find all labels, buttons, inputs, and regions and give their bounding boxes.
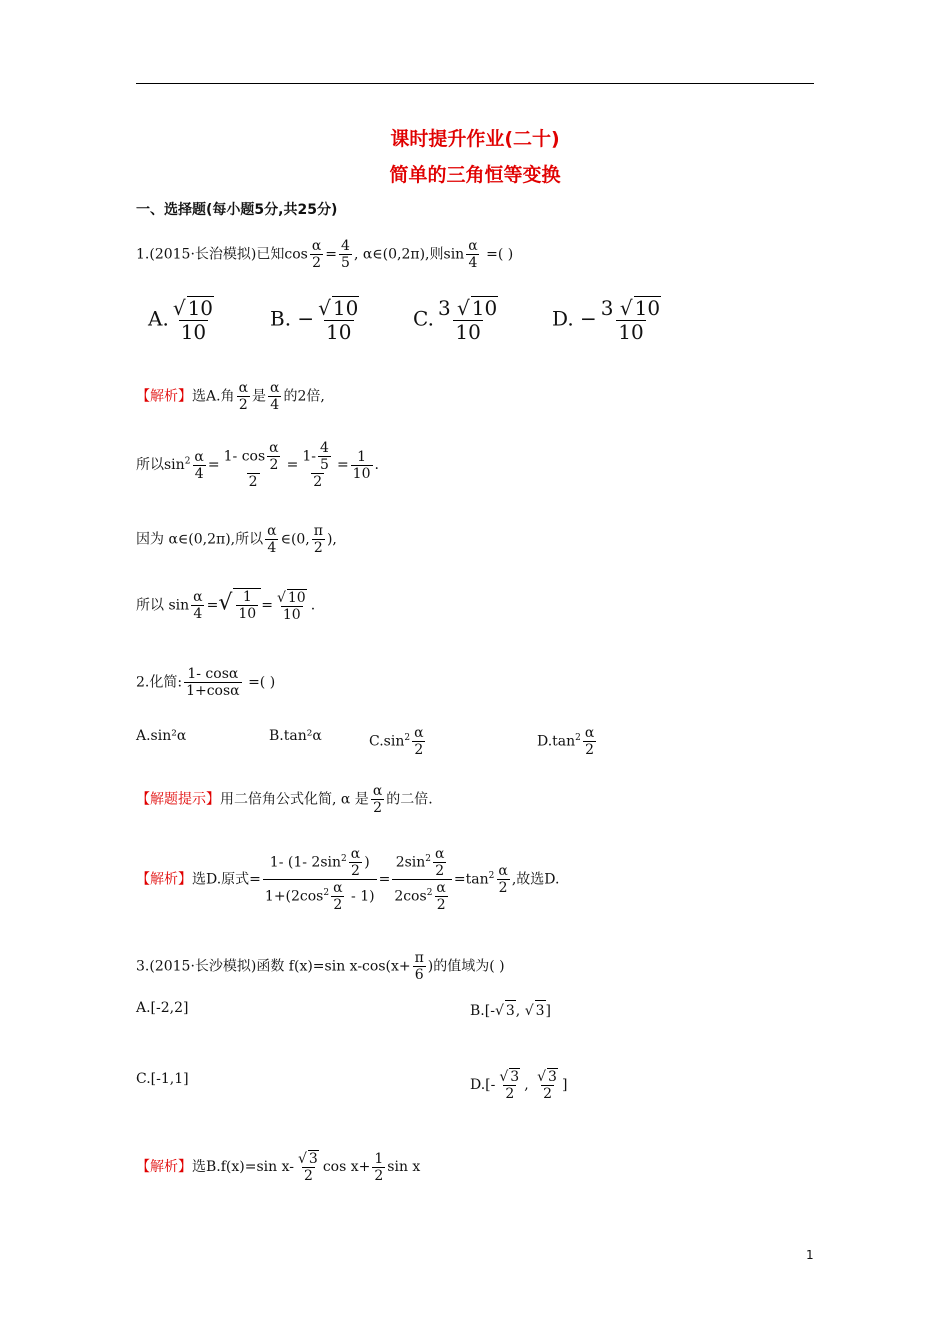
q3-analysis: 【解析】选B.f(x)=sin x- $\frac{√ 3}{2}$ cos x+ $\frac{1}{2}$ sin x <box>136 1150 421 1185</box>
q1-analysis-line4: 所以 sin $\frac{\alpha}{4}$ =√ $\frac{1}{10}$ = $\frac{√ 10}{10}$ . <box>136 589 316 623</box>
q1-option-b[interactable]: B. − $\frac{√ 10}{10}$ <box>270 296 359 344</box>
q1-analysis-line2: 所以$\sin^2$ $\frac{\alpha}{4}$ = 1- cos $\frac{\alpha}{2}$ 2 = 1- $\frac{4}{5}$ 2 = $\frac{1}{10}$ . <box>136 440 379 491</box>
q2-option-b[interactable]: B.tan²α <box>269 728 322 744</box>
q3-option-a[interactable]: A.[-2,2] <box>136 1000 189 1016</box>
q2-hint: 【解题提示】用二倍角公式化简, α 是 $\frac{\alpha}{2}$ 的二倍. <box>136 783 433 817</box>
analysis-tag: 【解析】 <box>136 388 192 405</box>
question-1: 1.(2015·长治模拟)已知cos $\frac{\alpha}{2}$ = $\frac{4}{5}$ , α∈(0,2π),则sin $\frac{\alpha}{4}$ =( ) <box>136 238 514 272</box>
q2-analysis: 【解析】选D.原式= 1- (1- $2\sin^2$ $\frac{\alpha}{2}$ ) $1+(2\cos^2$ $\frac{\alpha}{2}$ - 1) = $2\sin^2$ $\frac{\alpha}{2}$ $2\cos^2$ $\frac{\alpha}{2}$ $=\tan^2$ $\frac{\alpha}{2}$ ,故选D. <box>136 846 560 914</box>
page-subtitle: 简单的三角恒等变换 <box>389 164 561 186</box>
question-2: 2.化简: $\frac{1- \cos\alpha}{1+\cos\alpha}$ =( ) <box>136 666 276 700</box>
hint-tag: 【解题提示】 <box>136 791 220 808</box>
q3-option-b[interactable]: B.[-√ 3, √ 3] <box>470 1000 551 1021</box>
page-title: 课时提升作业(二十) <box>390 128 560 150</box>
q3-option-c[interactable]: C.[-1,1] <box>136 1071 189 1087</box>
q2-option-c[interactable]: $C.\sin^2$ $\frac{\alpha}{2}$ <box>369 725 424 759</box>
q1-option-c[interactable]: C. $\frac{3 √ 10}{10}$ <box>413 296 498 344</box>
q2-option-a[interactable]: A.sin²α <box>136 728 187 744</box>
header-rule <box>136 83 814 84</box>
q2-option-d[interactable]: $D.\tan^2$ $\frac{\alpha}{2}$ <box>537 725 595 759</box>
page-number: 1 <box>806 1248 814 1262</box>
q1-option-d[interactable]: D. − $\frac{3 √ 10}{10}$ <box>552 296 661 344</box>
q3-option-d[interactable]: D.[- $\frac{√ 3}{2}$ , $\frac{√ 3}{2}$ ] <box>470 1069 568 1103</box>
question-3: 3.(2015·长沙模拟)函数 f(x)=sin x-cos(x+ $\frac{\pi}{6}$ )的值域为( ) <box>136 950 505 984</box>
q1-analysis-line1: 【解析】选A.角 $\frac{\alpha}{2}$ 是 $\frac{\alpha}{4}$ 的2倍, <box>136 380 325 414</box>
section-heading: 一、选择题(每小题5分,共25分) <box>136 202 338 218</box>
q1-analysis-line3: 因为 α∈(0,2π),所以 $\frac{\alpha}{4}$ ∈(0, $\frac{\pi}{2}$ ), <box>136 523 337 557</box>
q1-option-a[interactable]: A. $\frac{√ 10}{10}$ <box>148 296 214 344</box>
